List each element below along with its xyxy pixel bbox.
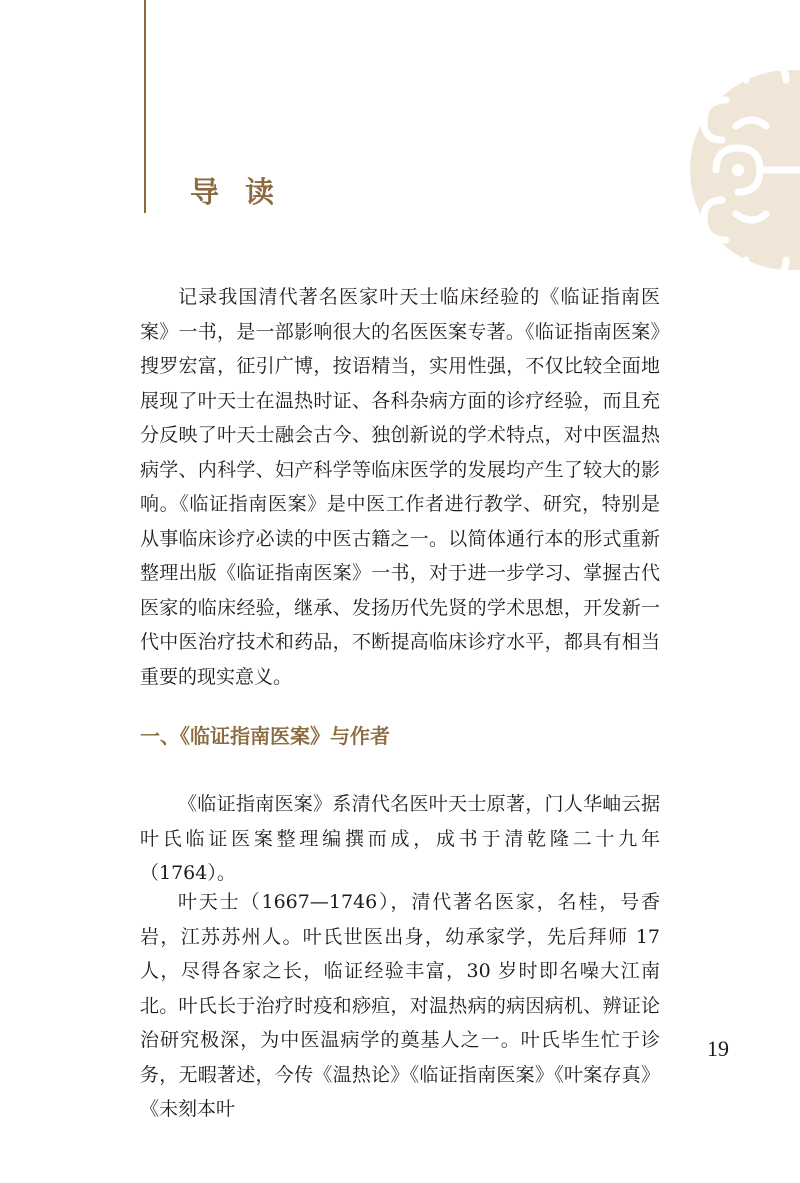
page-number: 19 — [707, 1036, 729, 1061]
page-title: 导读 — [190, 175, 301, 209]
intro-paragraph: 记录我国清代著名医家叶天士临床经验的《临证指南医案》一书，是一部影响很大的名医医案专著。《临证指南医案》搜罗宏富，征引广博，按语精当，实用性强，不仅比较全面地展现了叶天士在温热时证、各科杂病方面的诊疗经验，而且充分反映了叶天士融会古今、独创新说的学术特点，对中医温热病学、内科学、妇产科学等临床医学的发展均产生了较大的影响。《临证指南医案》是中医工作者进行教学、研究，特别是从事临床诊疗必读的中医古籍之一。以简体通行本的形式重新整理出版《临证指南医案》一书，对于进一步学习、掌握古代医家的临床经验，继承、发扬历代先贤的学术思想，开发新一代中医治疗技术和药品，不断提高临床诊疗水平，都具有相当重要的现实意义。 — [140, 286, 660, 688]
vertical-rule — [144, 0, 146, 213]
cloud-scroll-ornament — [686, 40, 800, 300]
body-paragraph: 叶天士（1667—1746），清代著名医家，名桂，号香岩，江苏苏州人。叶氏世医出身，幼承家学，先后拜师 17 人，尽得各家之长，临证经验丰富，30 岁时即名噪大江南北。叶氏长于治疗时疫和痧疸，对温热病的病因病机、辨证论治研究极深，为中医温病学的奠基人之一。叶氏毕生忙于诊务，无暇著述，今传《温热论》《临证指南医案》《叶案存真》《未刻本叶 — [140, 891, 660, 1120]
body-paragraph: 《临证指南医案》系清代名医叶天士原著，门人华岫云据叶氏临证医案整理编撰而成，成书于清乾隆二十九年（1764）。 — [140, 793, 660, 884]
section-heading: 一、《临证指南医案》与作者 — [140, 724, 390, 748]
